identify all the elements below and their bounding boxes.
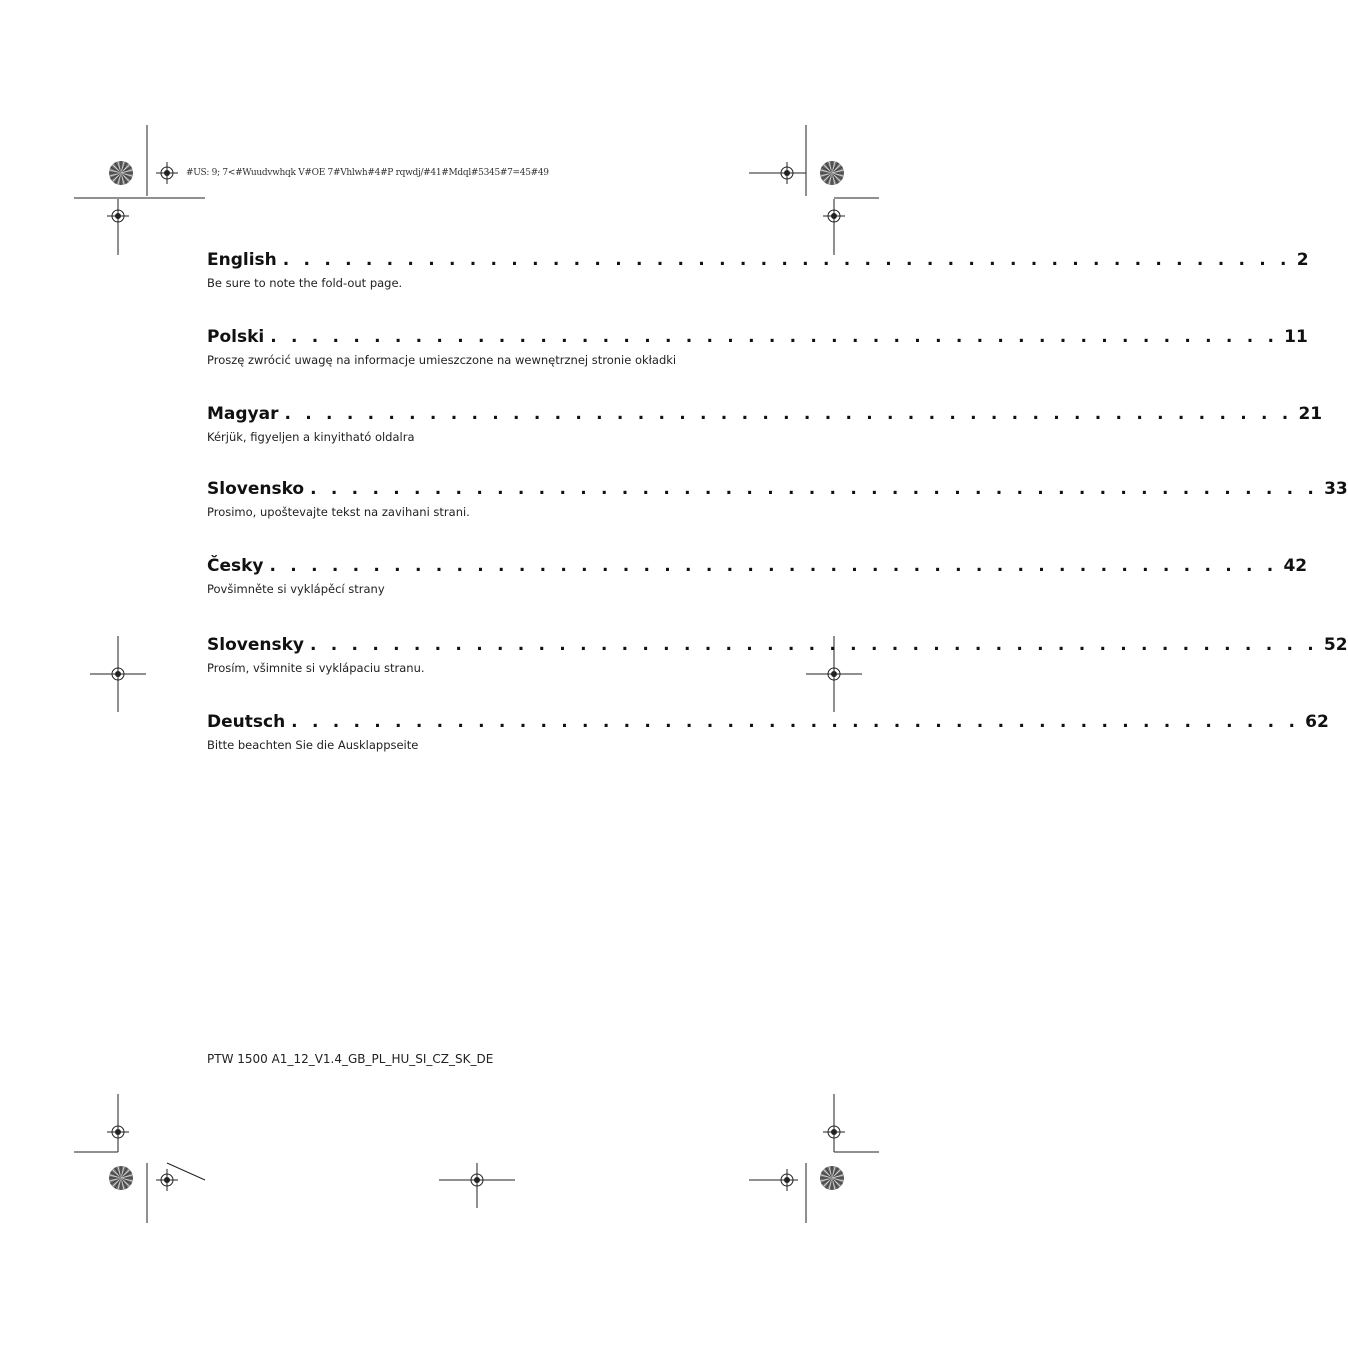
toc-subtitle: Kérjük, figyeljen a kinyitható oldalra: [207, 430, 415, 444]
leader-dots: . . . . . . . . . . . . . . . . . . . . . . . . . . . . . . . . . . . . . . . . . . . . . . . . .: [270, 327, 1279, 347]
toc-title: Slovensko: [207, 479, 305, 499]
toc-entry-deutsch[interactable]: [207, 712, 1329, 752]
color-star-target-icon: [820, 1166, 844, 1190]
toc-page-number: 52: [1323, 635, 1348, 655]
toc-title: Magyar: [207, 404, 279, 424]
print-slug-line: #US: 9; 7<#Wuudvwhqk V#OE 7#Vhlwh#4#P rqwdj/#41#Mdql#5345#7=45#49: [186, 168, 549, 178]
color-star-target-icon: [820, 161, 844, 185]
toc-subtitle: Be sure to note the fold-out page.: [207, 276, 403, 290]
toc-page-number: 21: [1298, 404, 1323, 424]
toc-entry-english[interactable]: [207, 250, 1309, 290]
toc-title: Deutsch: [207, 712, 286, 732]
color-star-target-icon: [109, 1166, 133, 1190]
toc-page-number: 2: [1296, 250, 1309, 270]
document-code: PTW 1500 A1_12_V1.4_GB_PL_HU_SI_CZ_SK_DE: [207, 1052, 494, 1066]
leader-dots: . . . . . . . . . . . . . . . . . . . . . . . . . . . . . . . . . . . . . . . . . . . . . . . . .: [309, 635, 1318, 655]
toc-subtitle: Prosím, všimnite si vyklápaciu stranu.: [207, 661, 425, 675]
toc-subtitle: Povšimněte si vyklápěcí strany: [207, 582, 385, 596]
leader-dots: . . . . . . . . . . . . . . . . . . . . . . . . . . . . . . . . . . . . . . . . . . . . . . . . .: [282, 250, 1291, 270]
color-star-target-icon: [109, 161, 133, 185]
toc-entry-slovensko[interactable]: [207, 479, 1348, 519]
toc-entry-magyar[interactable]: [207, 404, 1323, 444]
toc-subtitle: Proszę zwrócić uwagę na informacje umieszczone na wewnętrznej stronie okładki: [207, 353, 677, 367]
toc-entry-polski[interactable]: [207, 327, 1308, 367]
toc-entry-slovensky[interactable]: [207, 635, 1348, 675]
toc-title: Polski: [207, 327, 265, 347]
leader-dots: . . . . . . . . . . . . . . . . . . . . . . . . . . . . . . . . . . . . . . . . . . . . . . . . .: [284, 404, 1293, 424]
leader-dots: . . . . . . . . . . . . . . . . . . . . . . . . . . . . . . . . . . . . . . . . . . . . . . . . .: [291, 712, 1300, 732]
toc-subtitle: Bitte beachten Sie die Ausklappseite: [207, 738, 419, 752]
leader-dots: . . . . . . . . . . . . . . . . . . . . . . . . . . . . . . . . . . . . . . . . . . . . . . . . .: [269, 556, 1278, 576]
toc-subtitle: Prosimo, upoštevajte tekst na zavihani strani.: [207, 505, 470, 519]
leader-dots: . . . . . . . . . . . . . . . . . . . . . . . . . . . . . . . . . . . . . . . . . . . . . . . . .: [310, 479, 1319, 499]
toc-page-number: 42: [1283, 556, 1308, 576]
toc-title: Česky: [207, 556, 264, 576]
toc-page-number: 11: [1284, 327, 1308, 347]
toc-page-number: 62: [1305, 712, 1329, 732]
toc-entry-cesky[interactable]: [207, 556, 1308, 596]
toc-title: English: [207, 250, 277, 270]
toc-page-number: 33: [1324, 479, 1348, 499]
toc-title: Slovensky: [207, 635, 304, 655]
